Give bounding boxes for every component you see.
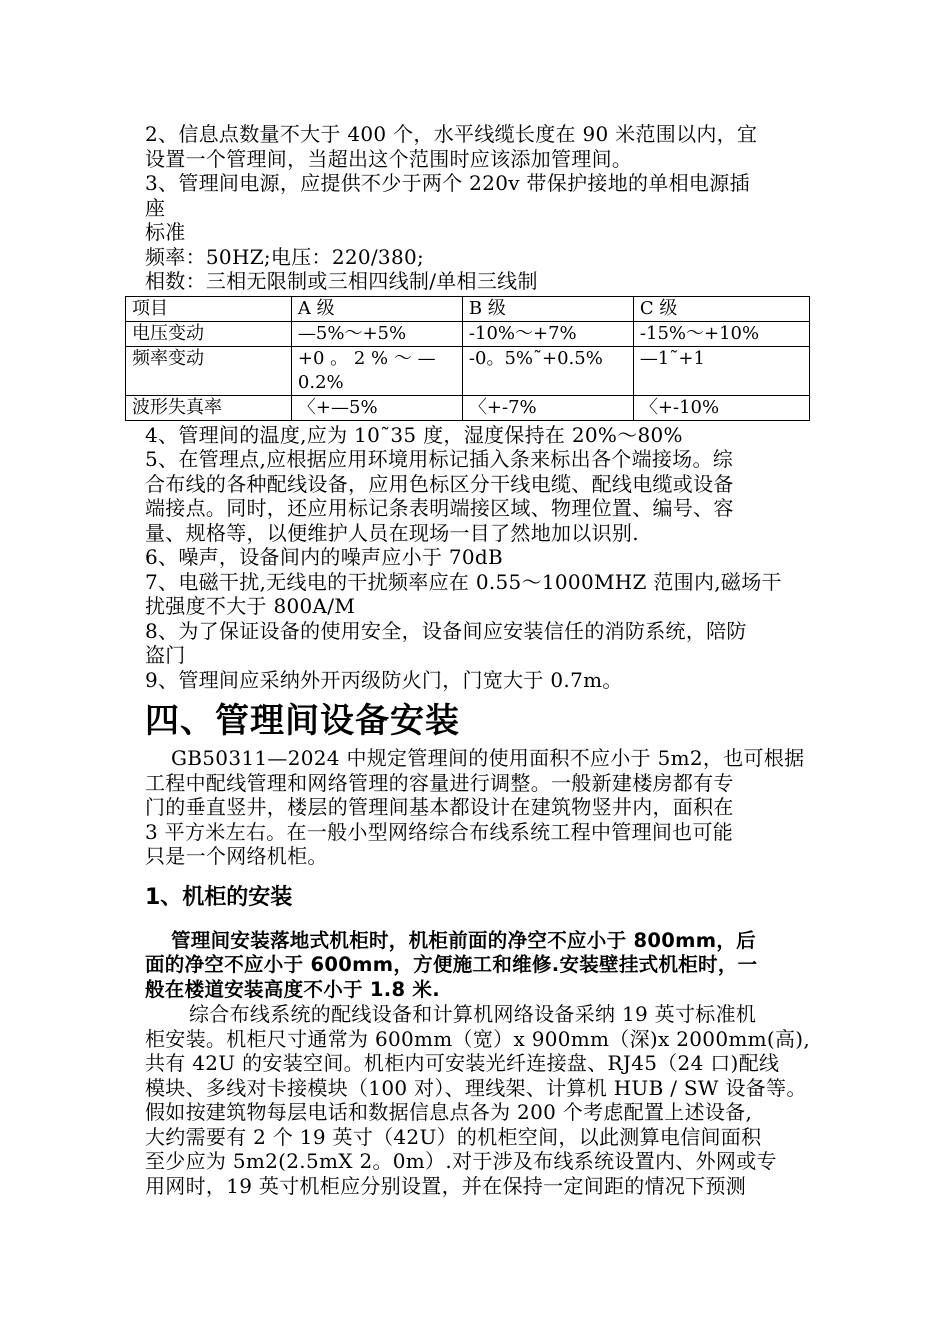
table-row (126, 395, 810, 420)
paragraph-9 (145, 668, 815, 693)
text-line: 工程中配线管理和网络管理的容量进行调整。一般新建楼房都有专 (145, 770, 734, 795)
text-line: 4、管理间的温度,应为 10˜35 度，湿度保持在 20%～80% (145, 422, 683, 447)
text-line: 面的净空不应小于 600mm，方便施工和维修.安装壁挂式机柜时，一 (145, 953, 758, 976)
text-line: 3、管理间电源，应提供不少于两个 220v 带保护接地的单相电源插 (145, 171, 750, 195)
table-cell: +0 。 2 % ～ —0.2% (291, 346, 462, 395)
text-line: 标准 (145, 220, 186, 244)
text-line: 量、规格等，以便维护人员在现场一目了然地加以识别. (145, 520, 639, 545)
text-line: 共有 42U 的安装空间。机柜内可安装光纤连接盘、RJ45（24 口)配线 (145, 1051, 780, 1075)
table-row (126, 346, 810, 395)
section-heading: 四、管理间设备安装 (145, 701, 460, 741)
subsection-heading: 1、机柜的安装 (145, 884, 293, 910)
text-line: 盗门 (145, 643, 186, 667)
text-line: 座 (145, 195, 166, 220)
paragraph-2 (145, 122, 815, 171)
text-line: 般在楼道安装高度不小于 1.8 米. (145, 977, 440, 1001)
paragraph-4 (145, 423, 815, 448)
table-cell: -10%～+7% (462, 321, 633, 346)
text-line: 设置一个管理间，当超出这个范围时应该添加管理间。 (145, 146, 633, 171)
table-cell: -0。5%˜+0.5% (462, 346, 633, 395)
text-line: 管理间安装落地式机柜时，机柜前面的净空不应小于 800mm，后 (171, 928, 756, 952)
paragraph-5 (145, 447, 815, 545)
table-cell: 〈+-10% (633, 395, 809, 420)
table-cell: -15%～+10% (633, 321, 809, 346)
bold-paragraph (145, 929, 815, 1003)
text-line: 7、电磁干扰,无线电的干扰频率应在 0.55～1000MHZ 范围内,磁场干 (145, 569, 782, 594)
paragraph-3 (145, 171, 815, 294)
text-line: 只是一个网络机柜。 (145, 844, 328, 868)
table-cell: 频率变动 (126, 346, 292, 395)
text-line: 6、噪声，设备间内的噪声应小于 70dB (145, 545, 504, 569)
table-header-cell: 项目 (126, 296, 292, 321)
text-line: 门的垂直竖井，楼层的管理间基本都设计在建筑物竖井内，面积在 (145, 795, 734, 819)
table-row (126, 321, 810, 346)
text-line: 柜安装。机柜尺寸通常为 600mm（宽）x 900mm（深)x 2000mm(高), (145, 1026, 811, 1051)
text-line: 相数：三相无限制或三相四线制/单相三线制 (145, 269, 538, 293)
table-cell: —5%～+5% (291, 321, 462, 346)
table-cell: 电压变动 (126, 321, 292, 346)
text-line: 假如按建筑物每层电话和数据信息点各为 200 个考虑配置上述设备, (145, 1100, 753, 1124)
table-cell: 〈+—5% (291, 395, 462, 420)
text-line: 8、为了保证设备的使用安全，设备间应安装信任的消防系统，陪防 (145, 618, 747, 643)
text-line: 模块、多线对卡接模块（100 对）、理线架、计算机 HUB / SW 设备等。 (145, 1075, 807, 1100)
text-line: 2、信息点数量不大于 400 个，水平线缆长度在 90 米范围以内，宜 (145, 122, 758, 146)
paragraph-7 (145, 570, 815, 619)
text-line: 3 平方米左右。在一般小型网络综合布线系统工程中管理间也可能 (145, 819, 734, 844)
table-cell: 波形失真率 (126, 395, 292, 420)
table-header-cell: C 级 (633, 296, 809, 321)
table-header-cell: B 级 (462, 296, 633, 321)
text-line: 9、管理间应采纳外开丙级防火门，门宽大于 0.7m。 (145, 667, 623, 692)
text-line: 合布线的各种配线设备，应用色标区分干线电缆、配线电缆或设备 (145, 471, 734, 496)
text-line: 端接点。同时，还应用标记条表明端接区域、物理位置、编号、容 (145, 496, 734, 520)
text-line: 用网时，19 英寸机柜应分别设置，并在保持一定间距的情况下预测 (145, 1173, 747, 1198)
paragraph-8 (145, 619, 815, 668)
document-page (132, 122, 815, 1198)
cabinet-paragraph (145, 1002, 815, 1198)
text-line: GB50311—2024 中规定管理间的使用面积不应小于 5m2，也可根据 (171, 746, 805, 770)
text-line: 大约需要有 2 个 19 英寸（42U）的机柜空间，以此测算电信间面积 (145, 1124, 762, 1149)
text-line: 5、在管理点,应根据应用环境用标记插入条来标出各个端接场。综 (145, 447, 734, 471)
table-header-cell: A 级 (291, 296, 462, 321)
paragraph-6 (145, 545, 815, 570)
intro-paragraph (145, 746, 815, 869)
table-header-row (126, 296, 810, 321)
table-cell: 〈+-7% (462, 395, 633, 420)
text-line: 综合布线系统的配线设备和计算机网络设备采纳 19 英寸标准机 (189, 1002, 757, 1026)
text-line: 至少应为 5m2(2.5mX 2。0m）.对于涉及布线系统设置内、外网或专 (145, 1149, 777, 1173)
table-cell: —1˜+1 (633, 346, 809, 395)
text-line: 频率：50HZ;电压：220/380; (145, 244, 425, 269)
power-spec-table (125, 296, 810, 421)
text-line: 扰强度不大于 800A/M (145, 594, 356, 618)
